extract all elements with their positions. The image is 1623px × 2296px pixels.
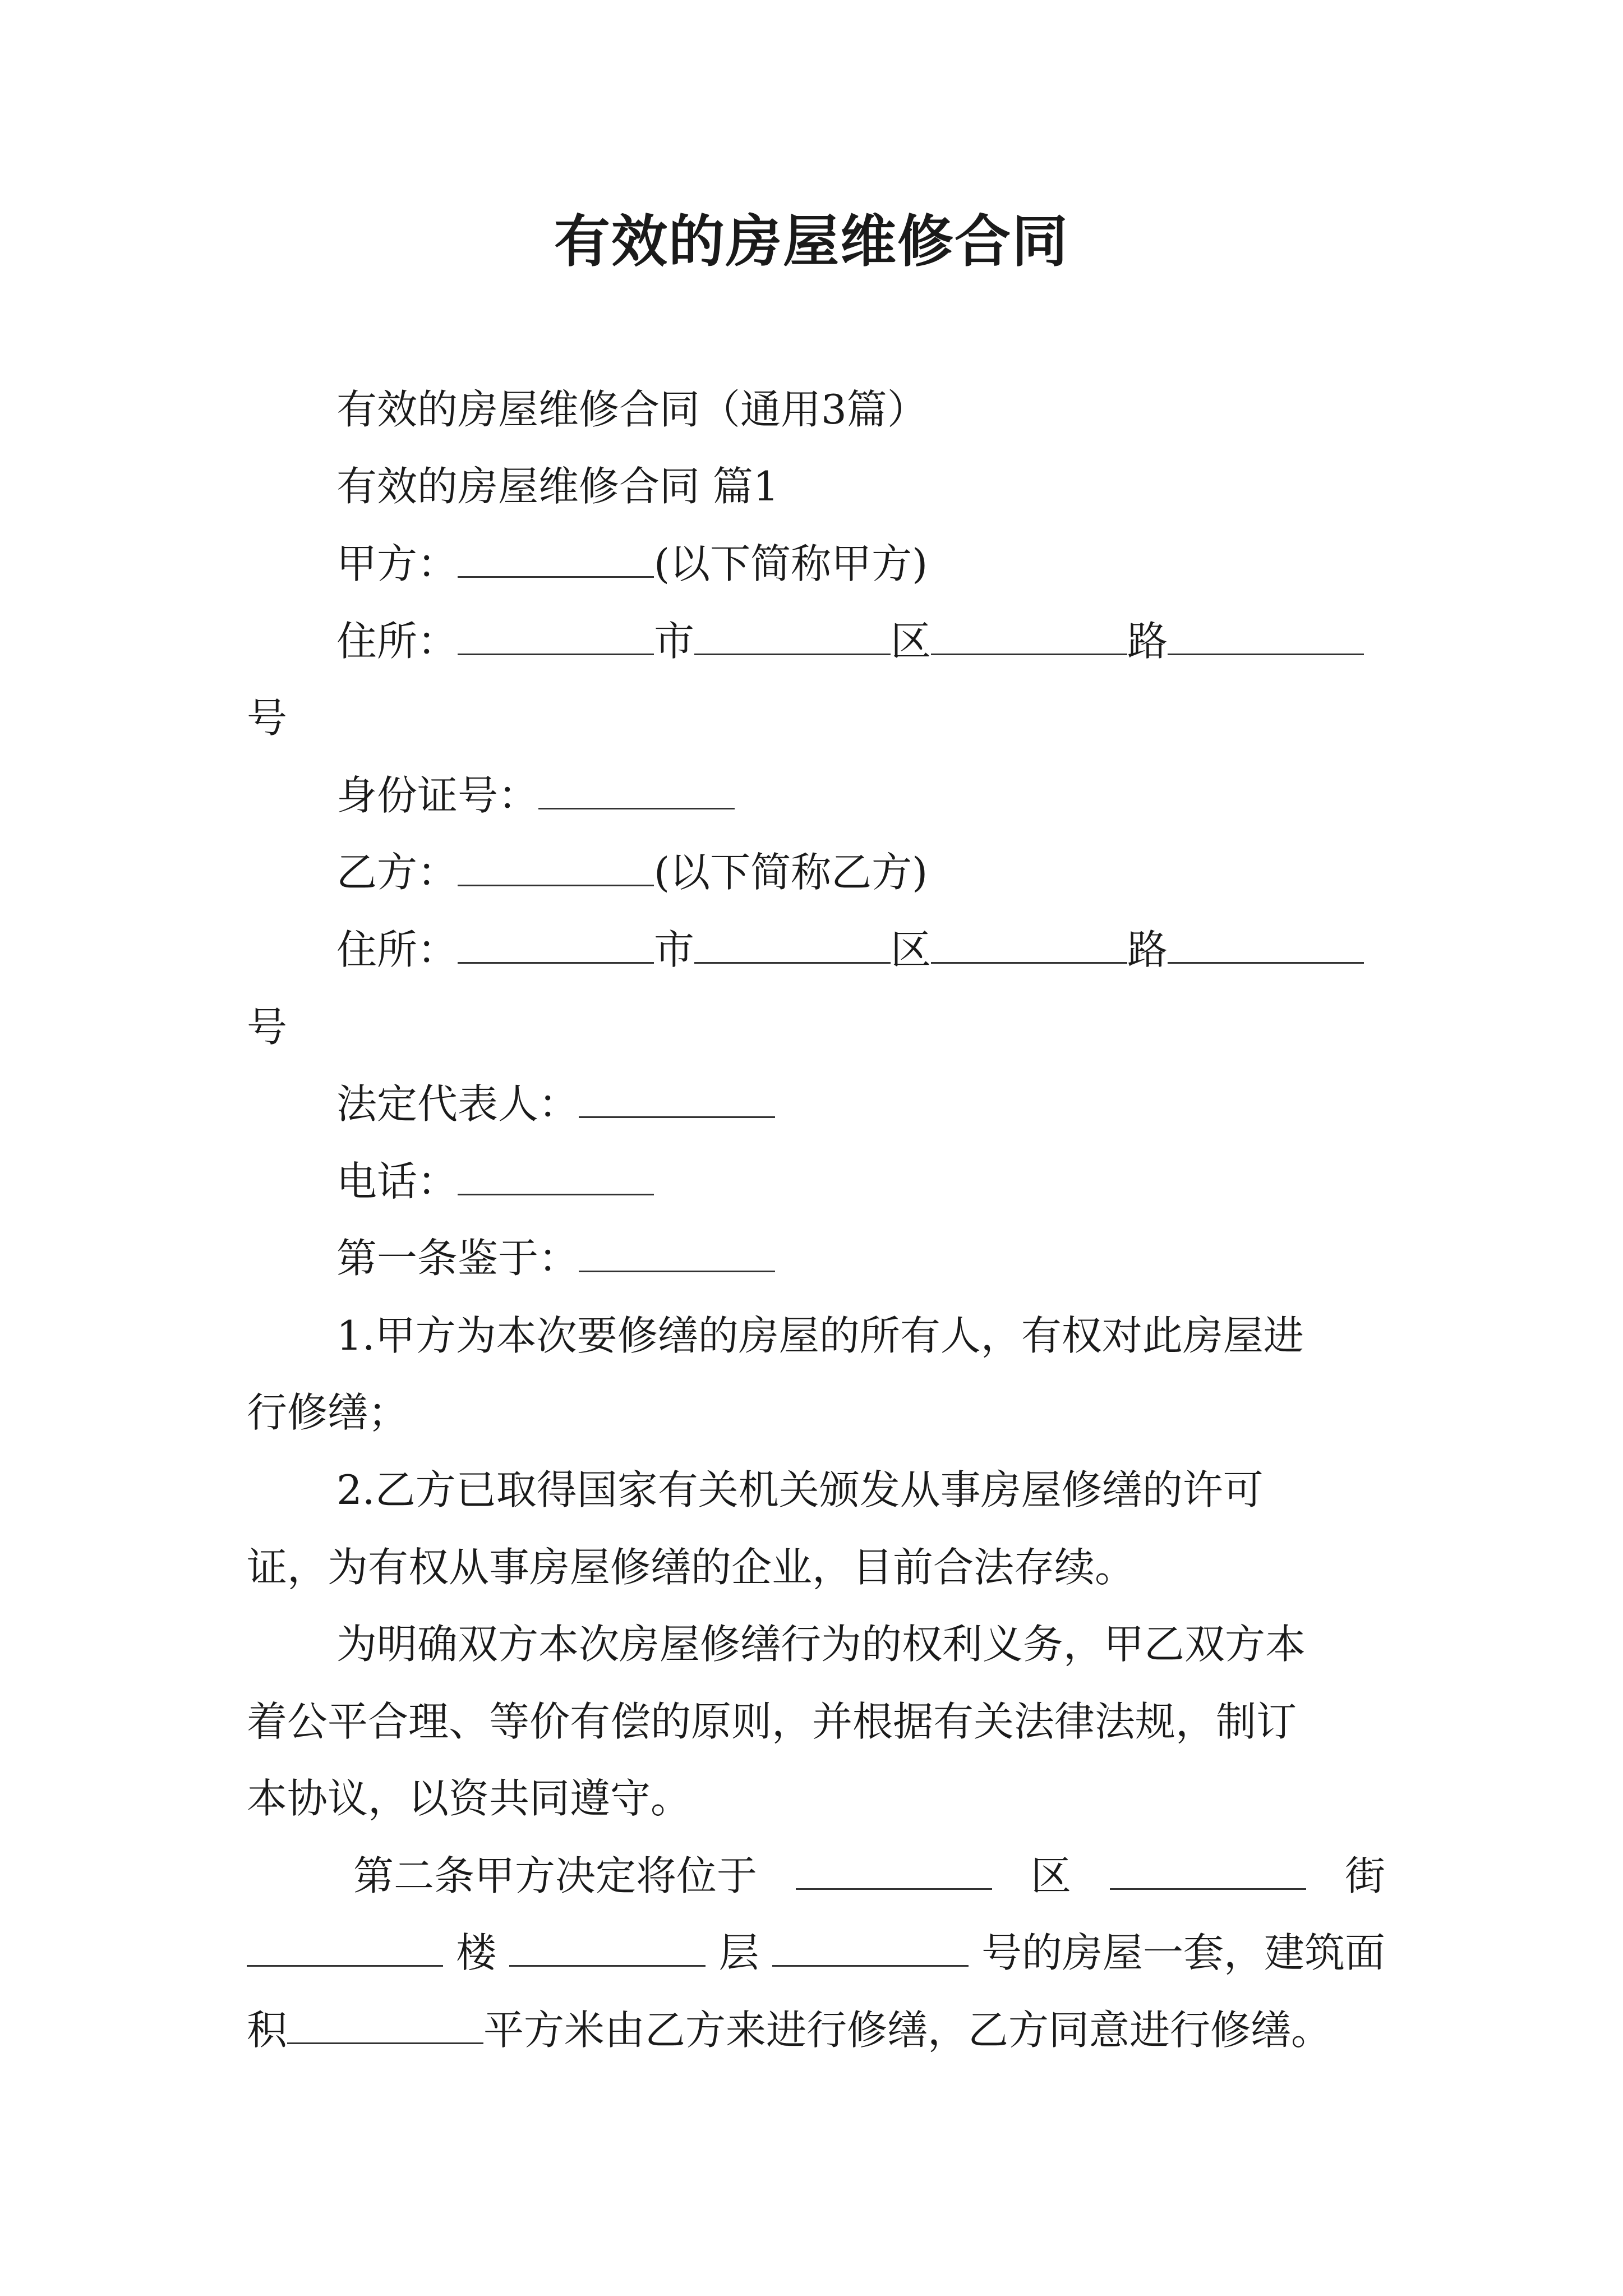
article-two-part3: 街 xyxy=(1344,1852,1385,1899)
clause-1-line-1: 1.甲方为本次要修缮的房屋的所有人，有权对此房屋进 xyxy=(336,1312,1304,1359)
clause-2-line-2: 证，为有权从事房屋修缮的企业，目前合法存续。 xyxy=(247,1544,1136,1591)
address-b-city: 市 xyxy=(654,926,695,973)
article-two-blank-4 xyxy=(509,1931,706,1967)
party-b-blank xyxy=(458,851,654,886)
legal-rep-label: 法定代表人： xyxy=(336,1080,579,1128)
section-heading: 有效的房屋维修合同 篇1 xyxy=(336,463,779,510)
legal-rep-blank xyxy=(579,1083,775,1118)
article-two-part2: 区 xyxy=(1030,1852,1071,1899)
id-number-line xyxy=(0,767,1623,823)
address-a-road: 路 xyxy=(1127,618,1168,665)
phone-label: 电话： xyxy=(336,1158,458,1205)
article-one-label: 第一条鉴于： xyxy=(336,1235,579,1282)
address-b-line xyxy=(0,922,1623,978)
address-a-blank-1 xyxy=(458,620,654,655)
article-two-part1: 第二条甲方决定将位于 xyxy=(353,1852,758,1899)
address-a-number: 号 xyxy=(247,694,288,742)
article-two-line-2 xyxy=(247,1925,1385,1981)
address-a-blank-4 xyxy=(1168,620,1364,655)
phone-line xyxy=(0,1153,1623,1209)
article-two-blank-3 xyxy=(247,1931,443,1967)
address-b-blank-1 xyxy=(458,928,654,964)
article-two-blank-5 xyxy=(772,1931,969,1967)
article-two-line-1 xyxy=(353,1848,1385,1904)
purpose-line-3: 本协议，以资共同遵守。 xyxy=(247,1775,691,1822)
address-a-blank-3 xyxy=(931,620,1127,655)
article-one-line xyxy=(0,1230,1623,1286)
legal-rep-line xyxy=(0,1076,1623,1132)
party-a-label: 甲方： xyxy=(336,540,458,587)
address-a-blank-2 xyxy=(694,620,891,655)
article-two-part4: 楼 xyxy=(456,1929,497,1976)
phone-blank xyxy=(458,1160,654,1195)
document-title: 有效的房屋维修合同 xyxy=(554,209,1069,274)
article-two-blank-2 xyxy=(1110,1855,1306,1890)
address-b-label: 住所： xyxy=(336,926,458,973)
address-b-blank-2 xyxy=(694,928,891,964)
party-b-label: 乙方： xyxy=(336,849,458,896)
clause-1-line-2: 行修缮； xyxy=(247,1389,409,1436)
address-a-city: 市 xyxy=(654,618,695,665)
id-number-label: 身份证号： xyxy=(336,772,539,819)
address-a-label: 住所： xyxy=(336,618,458,665)
article-two-part5: 层 xyxy=(718,1929,759,1976)
clause-2-line-1: 2.乙方已取得国家有关机关颁发从事房屋修缮的许可 xyxy=(336,1466,1264,1513)
article-two-blank-1 xyxy=(796,1855,992,1890)
id-number-blank xyxy=(538,774,735,809)
address-b-district: 区 xyxy=(891,926,932,973)
address-b-blank-3 xyxy=(931,928,1127,964)
party-a-line xyxy=(0,536,1623,592)
article-one-blank xyxy=(579,1237,775,1272)
article-two-part7: 积 xyxy=(247,2007,288,2054)
party-a-blank xyxy=(458,542,654,578)
address-a-line xyxy=(0,613,1623,669)
article-two-line-3 xyxy=(0,2002,1623,2058)
purpose-line-1: 为明确双方本次房屋修缮行为的权利义务，甲乙双方本 xyxy=(336,1621,1306,1668)
party-a-suffix: (以下简称甲方) xyxy=(654,540,928,587)
address-b-number: 号 xyxy=(247,1004,288,1051)
address-b-road: 路 xyxy=(1127,926,1168,973)
address-b-blank-4 xyxy=(1168,928,1364,964)
article-two-part8: 平方米由乙方来进行修缮，乙方同意进行修缮。 xyxy=(483,2007,1332,2054)
party-b-line xyxy=(0,844,1623,900)
document-subtitle: 有效的房屋维修合同（通用3篇） xyxy=(336,386,928,433)
party-b-suffix: (以下简称乙方) xyxy=(654,849,928,896)
article-two-blank-6 xyxy=(287,2009,483,2044)
article-two-part6: 号的房屋一套，建筑面 xyxy=(981,1929,1385,1976)
address-a-district: 区 xyxy=(891,618,932,665)
purpose-line-2: 着公平合理、等价有偿的原则，并根据有关法律法规，制订 xyxy=(247,1698,1297,1745)
